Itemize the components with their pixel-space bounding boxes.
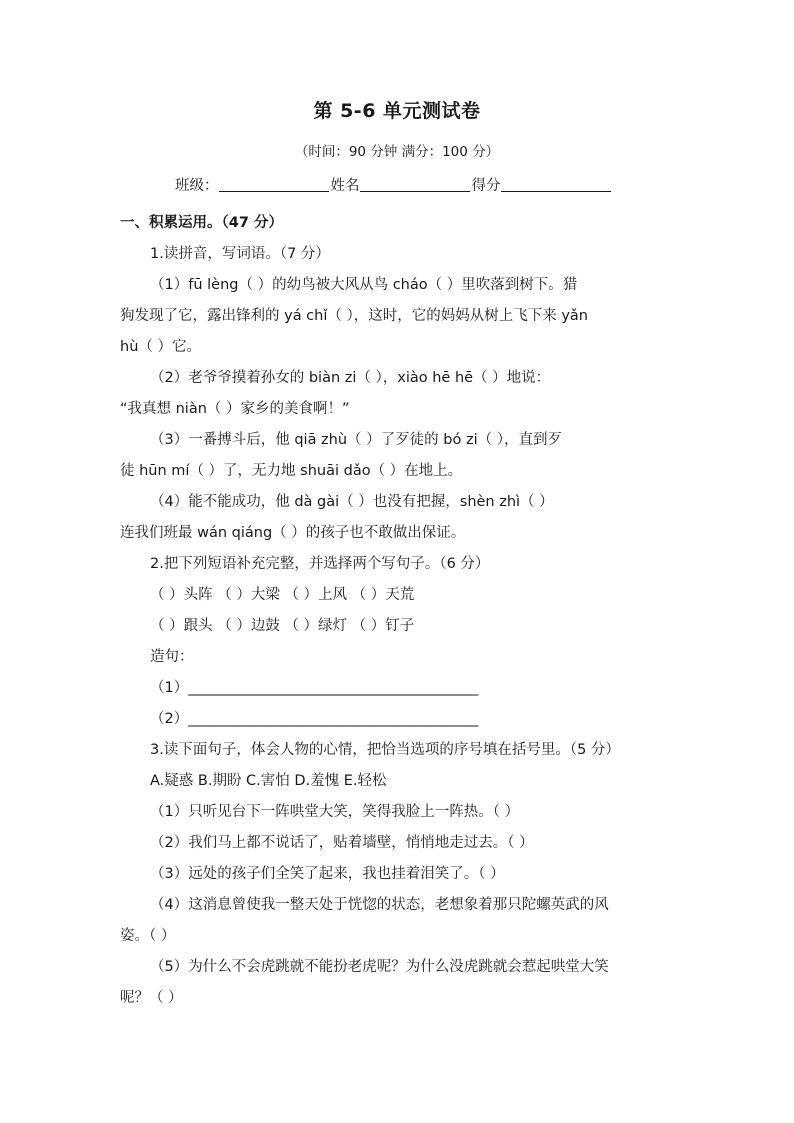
question-line: （2）老爷爷摸着孙女的 biàn zi（ ），xiào hē hē（ ）地说： xyxy=(150,370,551,386)
exam-time-score-note: （时间：90 分钟 满分：100 分） xyxy=(294,144,500,160)
question-line: （4）这消息曾使我一整天处于恍惚的状态，老想象着那只陀螺英武的风 xyxy=(150,897,609,913)
phrase-row: （ ）跟头 （ ）边鼓 （ ）绿灯 （ ）钉子 xyxy=(150,618,415,634)
question-title: 2.把下列短语补充完整，并选择两个写句子。（6 分） xyxy=(150,556,490,572)
options-row: A.疑惑 B.期盼 C.害怕 D.羞愧 E.轻松 xyxy=(150,773,387,789)
class-label: 班级： xyxy=(175,178,219,194)
section-heading: 一、积累运用。（47 分） xyxy=(120,215,283,231)
question-line: 呢？（ ） xyxy=(120,990,183,1006)
question-line: （5）为什么不会虎跳就不能扮老虎呢？为什么没虎跳就会惹起哄堂大笑 xyxy=(150,959,609,975)
question-line: （4）能不能成功，他 dà gài（ ）也没有把握，shèn zhì（ ） xyxy=(150,494,554,510)
question-line: 姿。（ ） xyxy=(120,928,176,944)
phrase-row: （ ）头阵 （ ）大梁 （ ）上风 （ ）天荒 xyxy=(150,587,415,603)
name-label: 姓名 xyxy=(330,178,360,194)
question-title: 3.读下面句子，体会人物的心情，把恰当选项的序号填在括号里。（5 分） xyxy=(150,742,620,758)
score-field[interactable] xyxy=(501,176,611,192)
name-field[interactable] xyxy=(360,176,470,192)
page-title: 第 5-6 单元测试卷 xyxy=(313,100,481,122)
question-line: （3）远处的孩子们全笑了起来，我也挂着泪笑了。（ ） xyxy=(150,866,505,882)
question-line: 狗发现了它，露出锋利的 yá chǐ（ ），这时，它的妈妈从树上飞下来 yǎn xyxy=(120,308,588,324)
sentence-answer-line[interactable]: （1）________________________________________ xyxy=(150,680,479,696)
score-label: 得分 xyxy=(471,178,501,194)
question-line: （1）fū lèng（ ）的幼鸟被大风从鸟 cháo（ ）里吹落到树下。猎 xyxy=(150,277,578,293)
question-title: 1.读拼音，写词语。（7 分） xyxy=(150,246,330,262)
sentence-label: 造句： xyxy=(150,649,194,665)
question-line: （3）一番搏斗后，他 qiā zhù（ ）了歹徒的 bó zi（ ），直到歹 xyxy=(150,432,562,448)
class-field[interactable] xyxy=(219,176,329,192)
sentence-answer-line[interactable]: （2）________________________________________ xyxy=(150,711,479,727)
question-line: hù（ ）它。 xyxy=(120,339,201,355)
student-info-row xyxy=(175,174,613,195)
question-line: 徒 hūn mí（ ）了，无力地 shuāi dǎo（ ）在地上。 xyxy=(120,463,463,479)
question-line: （1）只听见台下一阵哄堂大笑，笑得我脸上一阵热。（ ） xyxy=(150,804,520,820)
question-line: 连我们班最 wán qiáng（ ）的孩子也不敢做出保证。 xyxy=(120,525,466,541)
question-line: （2）我们马上都不说话了，贴着墙壁，悄悄地走过去。（ ） xyxy=(150,835,534,851)
question-line: “我真想 niàn（ ）家乡的美食啊！” xyxy=(120,401,350,417)
